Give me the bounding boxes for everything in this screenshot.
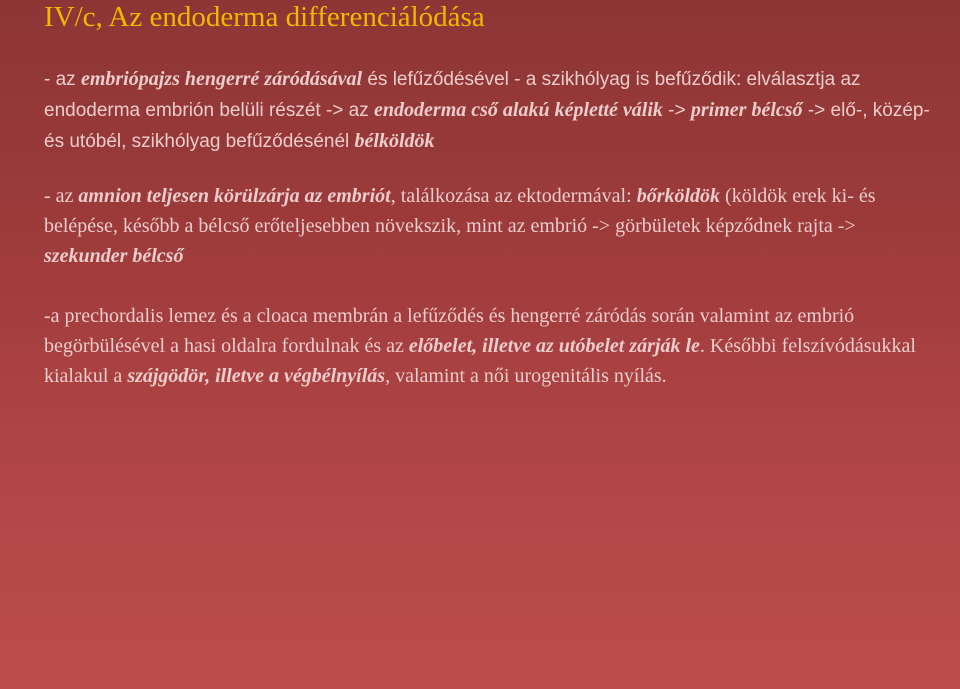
slide-title: IV/c, Az endoderma differenciálódása xyxy=(44,1,485,33)
text-run: -a prechordalis lemez és a cloaca membrán a lefűződés és hengerré záródás során valamint az embrió begörbülésével a hasi oldalra fordulnak és az xyxy=(44,305,855,357)
emphasis-text: bélköldök xyxy=(354,130,435,152)
emphasis-text: bőrköldök xyxy=(636,185,721,207)
text-run: , valamint a női urogenitális nyílás. xyxy=(385,365,667,387)
text-run: - az xyxy=(44,69,81,90)
text-run: - az xyxy=(44,185,79,207)
emphasis-text: előbelet, illetve az utóbelet zárják le xyxy=(408,335,700,357)
text-run: (köldök erek ki- és belépése, később a bélcső erőteljesebben növekszik, mint az embrió -> görbületek képződnek rajta -> xyxy=(44,185,876,237)
paragraph-gut-tube-formation xyxy=(44,64,944,157)
paragraph-umbilicus xyxy=(44,181,944,271)
text-run: -> elő-, közép- és utóbél, szikhólyag befűződésénél xyxy=(44,100,930,152)
text-run: , találkozása az ektodermával: xyxy=(390,185,637,207)
emphasis-text: embriópajzs hengerré záródásával xyxy=(80,68,363,90)
text-run: -> xyxy=(662,100,691,121)
emphasis-text: endoderma cső alakú képletté válik xyxy=(374,99,663,121)
text-run: . Későbbi felszívódásukkal kialakul a xyxy=(44,335,916,387)
emphasis-text: amnion teljesen körülzárja az embriót xyxy=(78,185,391,207)
paragraph-membranes xyxy=(44,301,944,391)
emphasis-text: szekunder bélcső xyxy=(44,245,184,267)
emphasis-text: szájgödör, illetve a végbélnyílás xyxy=(127,365,386,387)
emphasis-text: primer bélcső xyxy=(690,99,803,121)
text-run: és lefűződésével - a szikhólyag is befűződik: elválasztja az endoderma embrión belüli részét -> az xyxy=(44,69,861,121)
